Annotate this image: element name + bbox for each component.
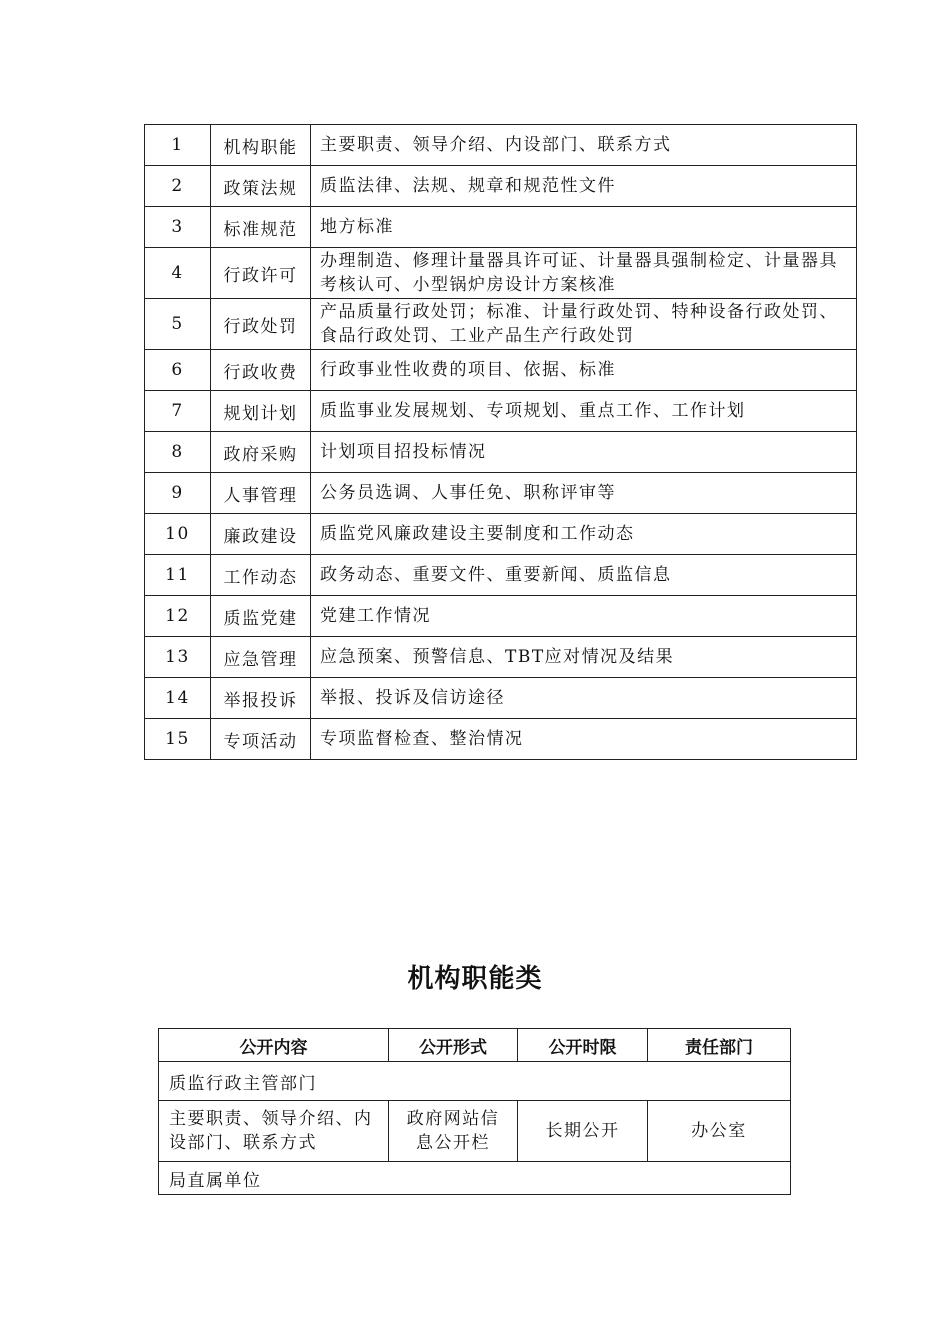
row-category: 政府采购 [211, 432, 311, 473]
table-row [145, 678, 857, 719]
group-label: 质监行政主管部门 [159, 1062, 791, 1101]
row-category: 专项活动 [211, 719, 311, 760]
table-row [145, 596, 857, 637]
table-header-row [159, 1029, 791, 1062]
table-row [145, 555, 857, 596]
row-number: 11 [145, 555, 211, 596]
row-description: 质监法律、法规、规章和规范性文件 [311, 166, 857, 207]
table-row [145, 432, 857, 473]
table-row [145, 473, 857, 514]
row-category: 行政收费 [211, 350, 311, 391]
row-number: 2 [145, 166, 211, 207]
table-row [145, 719, 857, 760]
header-dept: 责任部门 [648, 1029, 791, 1062]
row-number: 15 [145, 719, 211, 760]
row-number: 12 [145, 596, 211, 637]
row-description: 地方标准 [311, 207, 857, 248]
row-description: 计划项目招投标情况 [311, 432, 857, 473]
row-number: 9 [145, 473, 211, 514]
content-category-table [144, 124, 857, 760]
row-description: 质监事业发展规划、专项规划、重点工作、工作计划 [311, 391, 857, 432]
row-description: 质监党风廉政建设主要制度和工作动态 [311, 514, 857, 555]
table-row [159, 1101, 791, 1162]
cell-dept: 办公室 [648, 1101, 791, 1162]
row-number: 3 [145, 207, 211, 248]
row-description: 专项监督检查、整治情况 [311, 719, 857, 760]
table-row [145, 299, 857, 350]
row-description: 公务员选调、人事任免、职称评审等 [311, 473, 857, 514]
table-row [145, 248, 857, 299]
cell-form: 政府网站信息公开栏 [389, 1101, 518, 1162]
row-category: 规划计划 [211, 391, 311, 432]
row-category: 行政许可 [211, 248, 311, 299]
header-content: 公开内容 [159, 1029, 389, 1062]
header-period: 公开时限 [518, 1029, 648, 1062]
row-description: 党建工作情况 [311, 596, 857, 637]
row-description: 应急预案、预警信息、TBT应对情况及结果 [311, 637, 857, 678]
cell-content: 主要职责、领导介绍、内设部门、联系方式 [159, 1101, 389, 1162]
row-category: 应急管理 [211, 637, 311, 678]
row-description: 产品质量行政处罚；标准、计量行政处罚、特种设备行政处罚、食品行政处罚、工业产品生产行政处罚 [311, 299, 857, 350]
row-number: 10 [145, 514, 211, 555]
row-number: 5 [145, 299, 211, 350]
cell-period: 长期公开 [518, 1101, 648, 1162]
group-row [159, 1062, 791, 1101]
row-number: 1 [145, 125, 211, 166]
row-number: 8 [145, 432, 211, 473]
row-category: 标准规范 [211, 207, 311, 248]
header-form: 公开形式 [389, 1029, 518, 1062]
row-number: 6 [145, 350, 211, 391]
table-row [145, 391, 857, 432]
group-label: 局直属单位 [159, 1162, 791, 1195]
table-row [145, 514, 857, 555]
row-description: 行政事业性收费的项目、依据、标准 [311, 350, 857, 391]
row-number: 14 [145, 678, 211, 719]
group-row [159, 1162, 791, 1195]
row-category: 机构职能 [211, 125, 311, 166]
table-row [145, 350, 857, 391]
row-number: 13 [145, 637, 211, 678]
row-category: 行政处罚 [211, 299, 311, 350]
row-description: 举报、投诉及信访途径 [311, 678, 857, 719]
row-category: 人事管理 [211, 473, 311, 514]
table-row [145, 207, 857, 248]
row-category: 廉政建设 [211, 514, 311, 555]
row-description: 主要职责、领导介绍、内设部门、联系方式 [311, 125, 857, 166]
row-number: 4 [145, 248, 211, 299]
row-category: 政策法规 [211, 166, 311, 207]
section-title: 机构职能类 [407, 964, 543, 994]
row-number: 7 [145, 391, 211, 432]
row-category: 工作动态 [211, 555, 311, 596]
row-category: 质监党建 [211, 596, 311, 637]
row-description: 办理制造、修理计量器具许可证、计量器具强制检定、计量器具考核认可、小型锅炉房设计方案核准 [311, 248, 857, 299]
table-row [145, 637, 857, 678]
disclosure-table [158, 1028, 791, 1195]
table-row [145, 166, 857, 207]
row-category: 举报投诉 [211, 678, 311, 719]
content-category-table-body [145, 125, 857, 760]
table-row [145, 125, 857, 166]
row-description: 政务动态、重要文件、重要新闻、质监信息 [311, 555, 857, 596]
